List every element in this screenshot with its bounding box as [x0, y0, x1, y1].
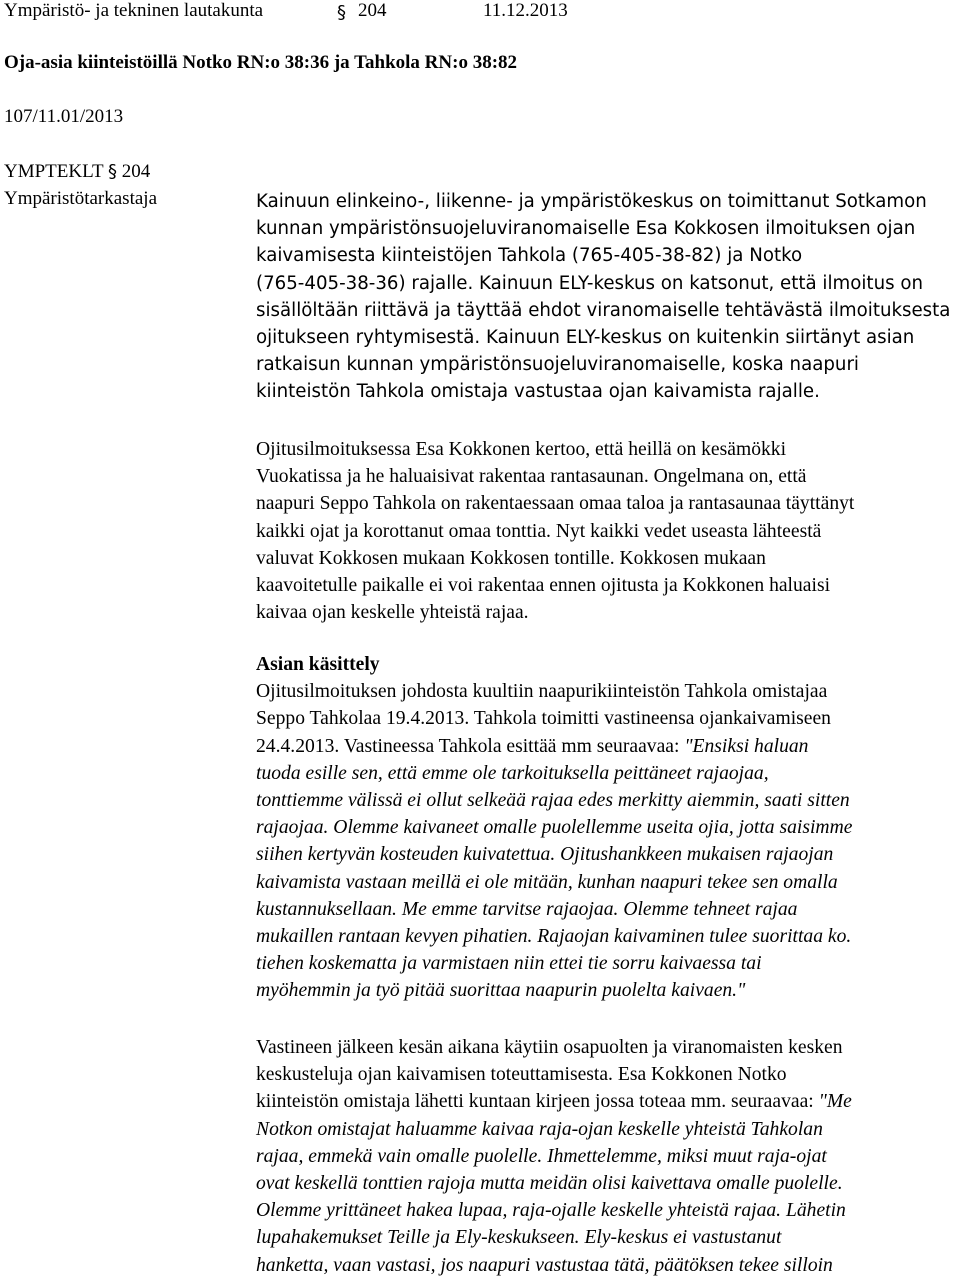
quote-line: kustannuksellaan. Me emme tarvitse rajaojaa. Olemme tehneet rajaa — [256, 898, 798, 920]
left-code — [4, 161, 150, 183]
page-title: Oja-asia kiinteistöillä Notko RN:o 38:36 ja Tahkola RN:o 38:82 — [4, 52, 518, 73]
text-line: (765-405-38-36) rajalle. Kainuun ELY-keskus on katsonut, että ilmoitus on — [256, 272, 924, 294]
text-line: Ojitusilmoituksessa Esa Kokkonen kertoo, että heillä on kesämökki — [256, 439, 787, 460]
quote-line: mukaillen rantaan kevyen pihatien. Rajaojan kaivaminen tulee suorittaa ko. — [256, 925, 852, 947]
quote-line: rajaojaa. Olemme kaivaneet omalle puolellemme useita ojia, jotta saisimme — [256, 817, 853, 839]
quote-line: tiehen koskematta ja varmistaen niin ettei tie sorru kaivaessa tai — [256, 953, 762, 975]
quote-start: "Me — [818, 1091, 852, 1113]
text-line — [256, 733, 852, 760]
text-line: kaavoitetulle paikalle ei voi rakentaa ennen ojitusta ja Kokkonen haluaisi — [256, 574, 831, 596]
paragraph-2 — [256, 436, 854, 626]
text-line: ratkaisun kunnan ympäristönsuojeluviranomaiselle, koska naapuri — [256, 354, 859, 376]
quote-line: siihen kertyvän kosteuden kuivatettua. Ojitushankkeen mukaisen rajaojan — [256, 844, 834, 866]
committee-name: Ympäristö- ja tekninen lautakunta — [4, 0, 264, 21]
text-line: sisällöltään riittävä ja täyttää ehdot viranomaiselle tehtävästä ilmoituksesta — [256, 299, 951, 321]
text-line: naapuri Seppo Tahkola on rakentaessaan omaa taloa ja rantasaunaa täyttänyt — [256, 493, 855, 515]
preparer-label: Ympäristötarkastaja — [4, 188, 158, 209]
text-line: keskusteluja ojan kaivamisen toteuttamisesta. Esa Kokkonen Notko — [256, 1064, 787, 1086]
section-heading: Asian käsittely — [256, 654, 380, 675]
paragraph-1 — [256, 188, 950, 406]
quote-line: tuoda esille sen, että emme ole tarkoituksella peittäneet rajaojaa, — [256, 762, 769, 784]
text-line: kaivamisesta kiinteistöjen Tahkola (765-405-38-82) ja Notko — [256, 245, 803, 267]
quote-line: myöhemmin ja työ pitää suorittaa naapurin puolelta kaivaen." — [256, 980, 746, 1002]
quote-line: tonttiemme välissä ei ollut selkeää rajaa edes merkitty aiemmin, saati sitten — [256, 789, 850, 811]
text-line: Kainuun elinkeino-, liikenne- ja ympäristökeskus on toimittanut Sotkamon — [256, 191, 927, 212]
quote-line: rajaa, emmekä vain omalle puolelle. Ihmettelemme, miksi muut raja-ojat — [256, 1145, 827, 1167]
quote-line: hanketta, vaan vastasi, jos naapuri vastustaa tätä, päätöksen tekee silloin — [256, 1254, 833, 1276]
quote-line: Notkon omistajat haluamme kaivaa raja-ojan keskelle yhteistä Tahkolan — [256, 1118, 823, 1140]
paragraph-4 — [256, 1034, 852, 1279]
record-code: 107/11.01/2013 — [4, 106, 124, 127]
text-line: Seppo Tahkolaa 19.4.2013. Tahkola toimitti vastineensa ojankaivamiseen — [256, 708, 831, 730]
text-run: 24.4.2013. Vastineessa Tahkola esittää mm seuraavaa: — [256, 735, 685, 757]
meeting-date: 11.12.2013 — [483, 0, 568, 21]
left-section-mark: § — [108, 161, 117, 182]
text-line: Vastineen jälkeen kesän aikana käytiin osapuolten ja viranomaisten kesken — [256, 1037, 843, 1058]
quote-line: kaivamista vastaan meillä ei ole mitään, kunhan naapuri tekee sen omalla — [256, 871, 838, 893]
quote-line: Olemme yrittäneet hakea lupaa, raja-ojalle keskelle yhteistä rajaa. Lähetin — [256, 1200, 846, 1222]
text-line: Vuokatissa ja he haluaisivat rakentaa rantasaunan. Ongelmana on, että — [256, 466, 807, 488]
text-line — [256, 1088, 852, 1115]
text-run: kiinteistön omistaja lähetti kuntaan kirjeen jossa toteaa mm. seuraavaa: — [256, 1091, 819, 1113]
text-line: Ojitusilmoituksen johdosta kuultiin naapurikiinteistön Tahkola omistajaa — [256, 681, 828, 703]
text-line: kunnan ympäristönsuojeluviranomaiselle Esa Kokkosen ilmoituksen ojan — [256, 218, 916, 240]
quote-start: "Ensiksi haluan — [684, 735, 809, 757]
left-section-number: 204 — [121, 161, 151, 182]
quote-line: ovat keskellä tonttien rajoja mutta meidän olisi kaivettava omalle puolelle. — [256, 1172, 843, 1194]
text-line: kaikki ojat ja korottanut omaa tonttia. Nyt kaikki vedet useasta lähteestä — [256, 520, 822, 542]
section-mark: § — [337, 2, 346, 23]
left-code-text: YMPTEKLT — [4, 161, 104, 182]
paragraph-3 — [256, 651, 852, 1004]
text-line: valuvat Kokkosen mukaan Kokkosen tontille. Kokkosen mukaan — [256, 547, 766, 569]
text-line: ojitukseen ryhtymisestä. Kainuun ELY-keskus on kuitenkin siirtänyt asian — [256, 326, 915, 348]
quote-line: lupahakemukset Teille ja Ely-keskukseen. Ely-keskus ei vastustanut — [256, 1227, 782, 1249]
text-line: kiinteistön Tahkola omistaja vastustaa ojan kaivamista rajalle. — [256, 381, 820, 403]
section-number: 204 — [358, 0, 387, 21]
text-line: kaivaa ojan keskelle yhteistä rajaa. — [256, 602, 529, 624]
